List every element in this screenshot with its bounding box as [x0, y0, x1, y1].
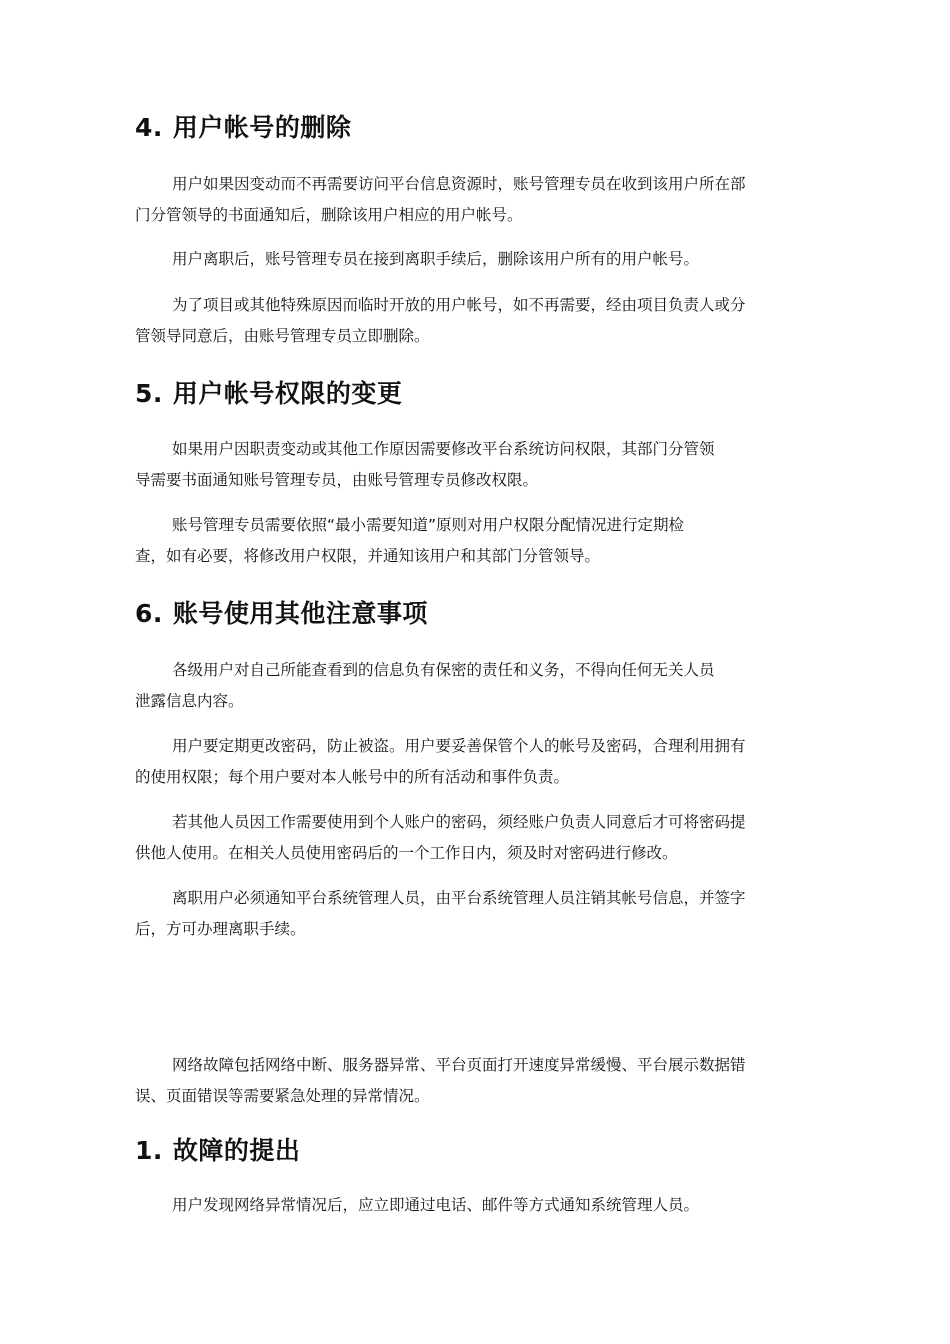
section-4-heading: [135, 111, 351, 145]
section-5-heading: [135, 377, 402, 411]
paragraph-line: 用户要定期更改密码，防止被盗。用户要妥善保管个人的帐号及密码，合理利用拥有: [172, 737, 746, 755]
section-6-paragraph-1: [135, 655, 805, 717]
section-1-paragraph-1: [135, 1190, 805, 1221]
paragraph-line: 如果用户因职责变动或其他工作原因需要修改平台系统访问权限，其部门分管领: [172, 440, 715, 458]
section-5-paragraph-2: [135, 510, 805, 572]
paragraph-line: 查，如有必要，将修改用户权限，并通知该用户和其部门分管领导。: [135, 547, 601, 565]
section-4-title: 用户帐号的删除: [172, 113, 352, 142]
paragraph-line: 用户离职后，账号管理专员在接到离职手续后，删除该用户所有的用户帐号。: [172, 250, 700, 268]
paragraph-line: 为了项目或其他特殊原因而临时开放的用户帐号，如不再需要，经由项目负责人或分: [172, 296, 746, 314]
paragraph-line: 用户如果因变动而不再需要访问平台信息资源时，账号管理专员在收到该用户所在部: [172, 175, 746, 193]
paragraph-line: 泄露信息内容。: [135, 692, 244, 710]
section-5-paragraph-1: [135, 434, 805, 496]
paragraph-line: 的使用权限；每个用户要对本人帐号中的所有活动和事件负责。: [135, 768, 570, 786]
section-6-paragraph-2: [135, 731, 805, 793]
section-5-number: 5.: [135, 379, 163, 408]
section-6-number: 6.: [135, 599, 163, 628]
section-6-heading: [135, 597, 428, 631]
paragraph-line: 各级用户对自己所能查看到的信息负有保密的责任和义务，不得向任何无关人员: [172, 661, 715, 679]
section-1-number: 1.: [135, 1136, 163, 1165]
section-6-title: 账号使用其他注意事项: [172, 599, 428, 628]
paragraph-line: 账号管理专员需要依照“最小需要知道”原则对用户权限分配情况进行定期检: [172, 516, 685, 534]
section-4-paragraph-2: [135, 244, 805, 275]
paragraph-line: 后，方可办理离职手续。: [135, 920, 306, 938]
paragraph-line: 门分管领导的书面通知后，删除该用户相应的用户帐号。: [135, 206, 523, 224]
paragraph-line: 管领导同意后，由账号管理专员立即删除。: [135, 327, 430, 345]
paragraph-line: 误、页面错误等需要紧急处理的异常情况。: [135, 1087, 430, 1105]
section-1-heading: [135, 1134, 300, 1168]
paragraph-line: 供他人使用。在相关人员使用密码后的一个工作日内，须及时对密码进行修改。: [135, 844, 678, 862]
paragraph-line: 用户发现网络异常情况后，应立即通过电话、邮件等方式通知系统管理人员。: [172, 1196, 700, 1214]
section-4-number: 4.: [135, 113, 163, 142]
paragraph-line: 若其他人员因工作需要使用到个人账户的密码，须经账户负责人同意后才可将密码提: [172, 813, 746, 831]
section-6-paragraph-4: [135, 883, 805, 945]
section-4-paragraph-3: [135, 290, 805, 352]
section-6-paragraph-3: [135, 807, 805, 869]
section-4-paragraph-1: [135, 169, 805, 231]
section-5-title: 用户帐号权限的变更: [172, 379, 403, 408]
network-fault-intro-paragraph: [135, 1050, 805, 1112]
paragraph-line: 网络故障包括网络中断、服务器异常、平台页面打开速度异常缓慢、平台展示数据错: [172, 1056, 746, 1074]
paragraph-line: 离职用户必须通知平台系统管理人员，由平台系统管理人员注销其帐号信息，并签字: [172, 889, 746, 907]
paragraph-line: 导需要书面通知账号管理专员，由账号管理专员修改权限。: [135, 471, 539, 489]
section-1-title: 故障的提出: [172, 1136, 301, 1165]
